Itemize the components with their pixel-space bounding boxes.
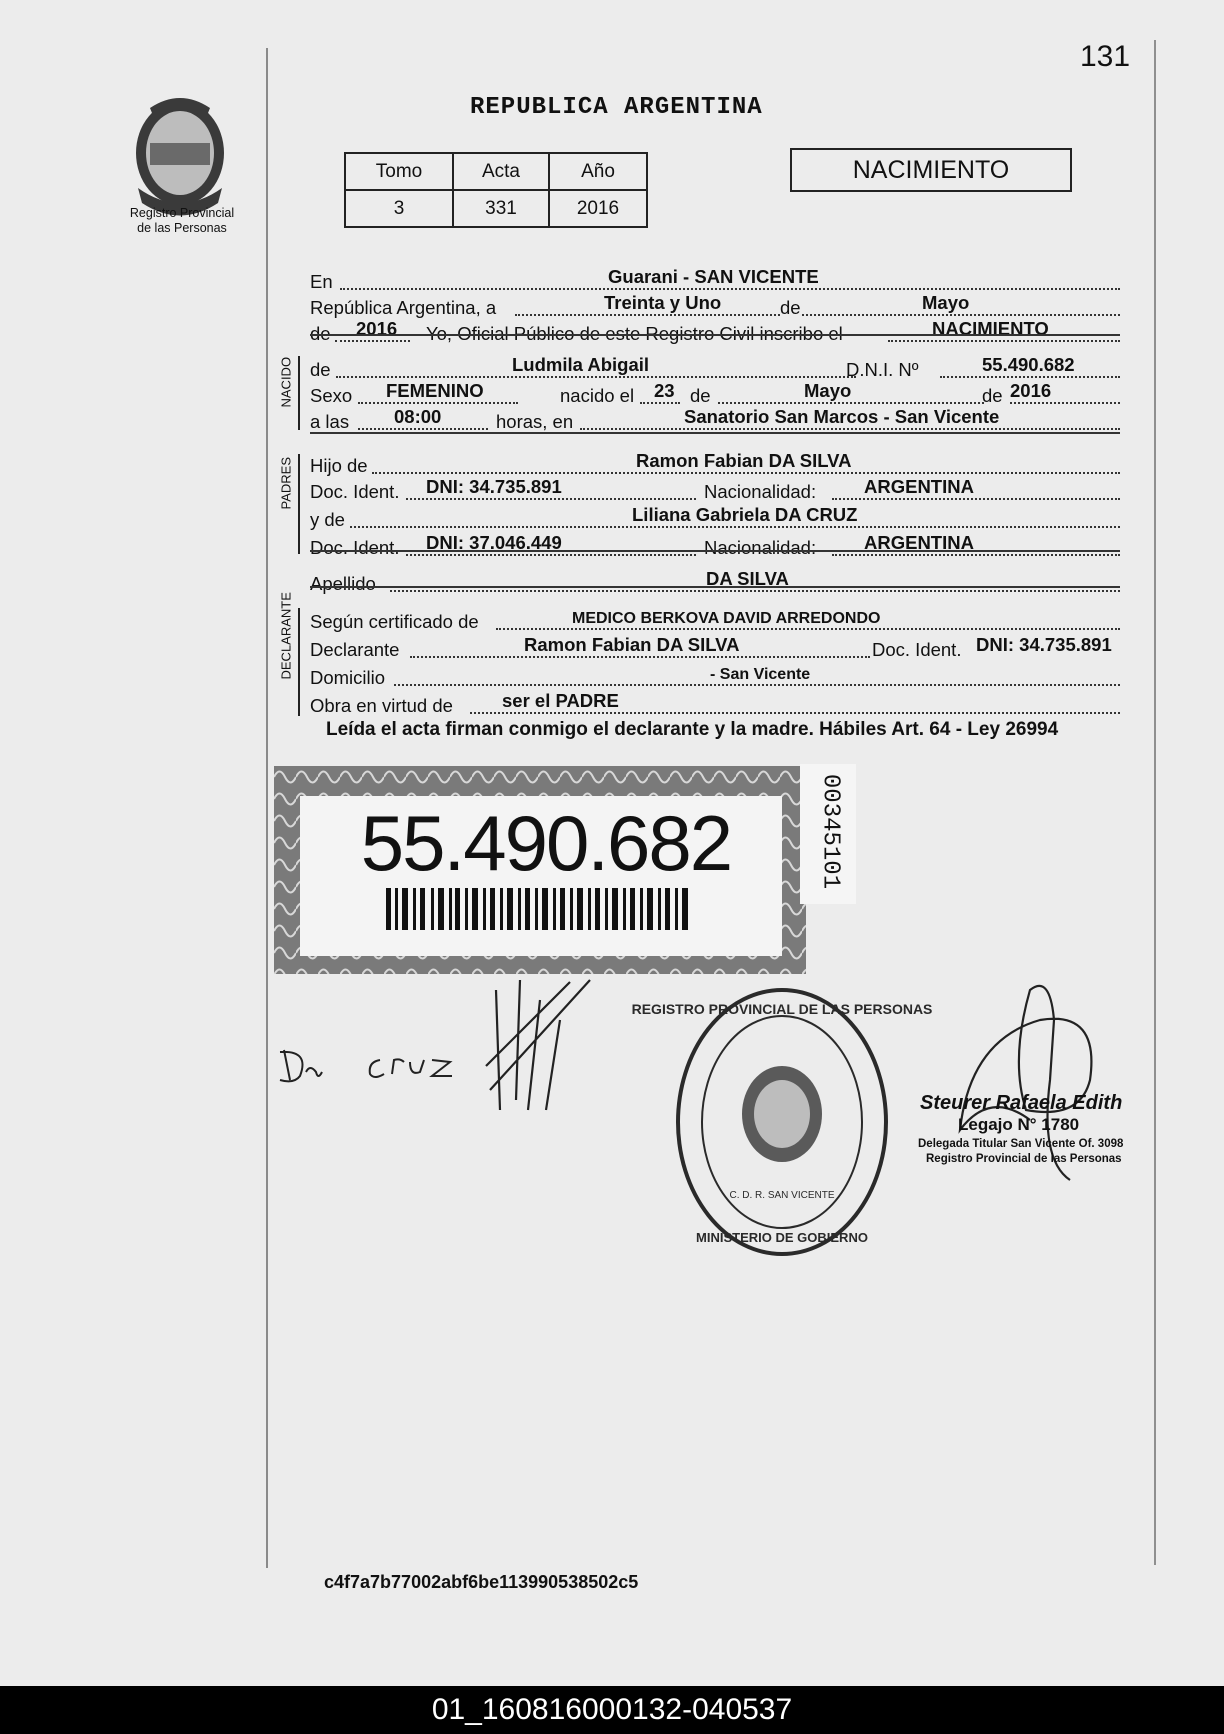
row-anio — [310, 318, 1120, 345]
label-de-5: de — [982, 385, 1003, 406]
organization-name — [112, 206, 252, 236]
dotted-line — [470, 712, 1120, 714]
record-header-row — [345, 153, 647, 190]
field-nombre: Ludmila Abigail — [512, 354, 650, 375]
field-domicilio: - San Vicente — [710, 666, 811, 683]
field-lugar: Guarani - SAN VICENTE — [608, 266, 819, 287]
dotted-line — [340, 288, 1120, 290]
section-divider — [310, 432, 1120, 434]
official-cargo: Delegada Titular San Vicente Of. 3098 — [918, 1138, 1124, 1150]
label-domicilio: Domicilio — [310, 667, 386, 688]
page-number: 131 — [1080, 40, 1131, 73]
row-madre — [310, 504, 1120, 531]
field-mes-nac: Mayo — [804, 380, 852, 401]
label-obra: Obra en virtud de — [310, 695, 453, 716]
row-declarante — [310, 634, 1120, 661]
label-y-de: y de — [310, 509, 345, 530]
section-bar — [298, 356, 300, 430]
dotted-line — [940, 376, 1120, 378]
section-bar — [298, 454, 300, 554]
official-legajo: Legajo N° 1780 — [958, 1115, 1080, 1134]
dotted-line — [335, 340, 410, 342]
label-apellido: Apellido — [310, 573, 376, 594]
dotted-line — [358, 428, 488, 430]
label-de-4: de — [690, 385, 711, 406]
section-label-nacido: NACIDO — [278, 356, 294, 408]
left-margin-line — [266, 48, 268, 1568]
header-acta: Acta — [453, 153, 549, 190]
field-declarante: Ramon Fabian DA SILVA — [524, 634, 740, 655]
label-doc-ident-3: Doc. Ident. — [872, 639, 962, 660]
dotted-line — [336, 376, 856, 378]
record-type-box: NACIMIENTO — [790, 148, 1072, 192]
organization-line-2: de las Personas — [137, 221, 227, 235]
field-obra: ser el PADRE — [502, 690, 619, 711]
dotted-line — [888, 340, 1120, 342]
field-certificado: MEDICO BERKOVA DAVID ARREDONDO — [572, 610, 881, 627]
field-mes: Mayo — [922, 292, 970, 313]
svg-text:C. D. R. SAN VICENTE: C. D. R. SAN VICENTE — [729, 1190, 835, 1201]
field-anio-nac: 2016 — [1010, 380, 1052, 401]
dotted-line — [406, 554, 696, 556]
row-sexo — [310, 380, 1120, 407]
row-fecha — [310, 292, 1120, 319]
dotted-line — [390, 590, 1120, 592]
section-divider — [310, 586, 1120, 588]
label-de-3: de — [310, 359, 331, 380]
official-stamp-icon — [631, 984, 933, 1260]
dotted-line — [640, 402, 680, 404]
dotted-line — [394, 684, 1120, 686]
field-madre: Liliana Gabriela DA CRUZ — [632, 504, 858, 525]
dni-label-serial: 00345101 — [800, 764, 856, 904]
section-label-padres: PADRES — [278, 457, 294, 510]
value-anio: 2016 — [549, 190, 647, 227]
label-republica: República Argentina, a — [310, 297, 497, 318]
record-value-row — [345, 190, 647, 227]
field-apellido: DA SILVA — [706, 568, 789, 589]
section-bar — [298, 608, 300, 716]
label-en: En — [310, 271, 333, 292]
dotted-line — [496, 628, 1120, 630]
label-nacionalidad-2: Nacionalidad: — [704, 537, 817, 558]
field-anio: 2016 — [356, 318, 398, 339]
label-doc-ident-2: Doc. Ident. — [310, 537, 400, 558]
official-registro: Registro Provincial de las Personas — [926, 1153, 1122, 1165]
row-obra — [310, 690, 1120, 717]
right-margin-line — [1154, 40, 1156, 1565]
label-horas-en: horas, en — [496, 411, 574, 432]
label-declarante: Declarante — [310, 639, 400, 660]
field-sexo: FEMENINO — [386, 380, 484, 401]
document-title: REPUBLICA ARGENTINA — [470, 94, 763, 121]
row-certificado — [310, 606, 1120, 633]
field-dia-letras: Treinta y Uno — [604, 292, 722, 313]
dotted-line — [832, 554, 1120, 556]
header-tomo: Tomo — [345, 153, 453, 190]
field-dia: 23 — [654, 380, 675, 401]
dotted-line — [406, 498, 696, 500]
section-divider — [310, 550, 1120, 552]
field-padre: Ramon Fabian DA SILVA — [636, 450, 852, 471]
svg-text:MINISTERIO DE GOBIERNO: MINISTERIO DE GOBIERNO — [696, 1230, 868, 1245]
mother-signature-icon — [270, 980, 630, 1130]
field-madre-nac: ARGENTINA — [864, 532, 974, 553]
field-padre-nac: ARGENTINA — [864, 476, 974, 497]
dotted-line — [832, 498, 1120, 500]
label-yo: Yo, Oficial Público de este Registro Civil inscribo el — [426, 323, 843, 344]
dotted-line — [350, 526, 1120, 528]
label-sexo: Sexo — [310, 385, 353, 406]
header-anio: Año — [549, 153, 647, 190]
dotted-line — [1010, 402, 1120, 404]
label-de-2: de — [310, 323, 331, 344]
section-label-declarante — [276, 640, 296, 700]
field-padre-doc: DNI: 34.735.891 — [426, 476, 562, 497]
field-declarante-doc: DNI: 34.735.891 — [976, 634, 1112, 655]
dotted-line — [410, 656, 870, 658]
label-a-las: a las — [310, 411, 350, 432]
field-acto: NACIMIENTO — [932, 318, 1049, 339]
label-de: de — [780, 297, 801, 318]
section-divider — [310, 334, 1120, 336]
row-padre — [310, 450, 1120, 477]
row-en — [310, 266, 1120, 293]
field-madre-doc: DNI: 37.046.449 — [426, 532, 562, 553]
row-madre-doc — [310, 532, 1120, 559]
row-nombre — [310, 354, 1120, 381]
dni-label-number: 55.490.682 — [360, 799, 732, 887]
row-hora — [310, 406, 1120, 433]
label-hijo-de: Hijo de — [310, 455, 368, 476]
closing-text: Leída el acta firman conmigo el declarante y la madre. Hábiles Art. 64 - Ley 26994 — [326, 719, 1059, 740]
dotted-line — [372, 472, 1120, 474]
label-segun: Según certificado de — [310, 611, 479, 632]
label-nacido-el: nacido el — [560, 385, 635, 406]
field-lugar-nac: Sanatorio San Marcos - San Vicente — [684, 406, 1000, 427]
row-padre-doc — [310, 476, 1120, 503]
field-dni: 55.490.682 — [982, 354, 1075, 375]
dotted-line — [580, 428, 1120, 430]
dotted-line — [515, 314, 1120, 316]
row-domicilio — [310, 662, 1120, 689]
value-tomo: 3 — [345, 190, 453, 227]
official-name: Steurer Rafaela Edith — [920, 1092, 1123, 1114]
footer-id: 01_160816000132-040537 — [0, 1686, 1224, 1734]
label-dni: D.N.I. Nº — [846, 359, 919, 380]
label-doc-ident: Doc. Ident. — [310, 481, 400, 502]
dotted-line — [718, 402, 984, 404]
value-acta: 331 — [453, 190, 549, 227]
label-nacionalidad: Nacionalidad: — [704, 481, 817, 502]
field-hora: 08:00 — [394, 406, 442, 427]
svg-text:REGISTRO PROVINCIAL DE LAS PER: REGISTRO PROVINCIAL DE LAS PERSONAS — [631, 1001, 933, 1017]
organization-line-1: Registro Provincial — [129, 206, 235, 220]
row-apellido — [310, 568, 1120, 595]
dotted-line — [358, 402, 518, 404]
record-table — [344, 152, 648, 228]
document-hash: c4f7a7b77002abf6be113990538502c5 — [324, 1572, 639, 1592]
